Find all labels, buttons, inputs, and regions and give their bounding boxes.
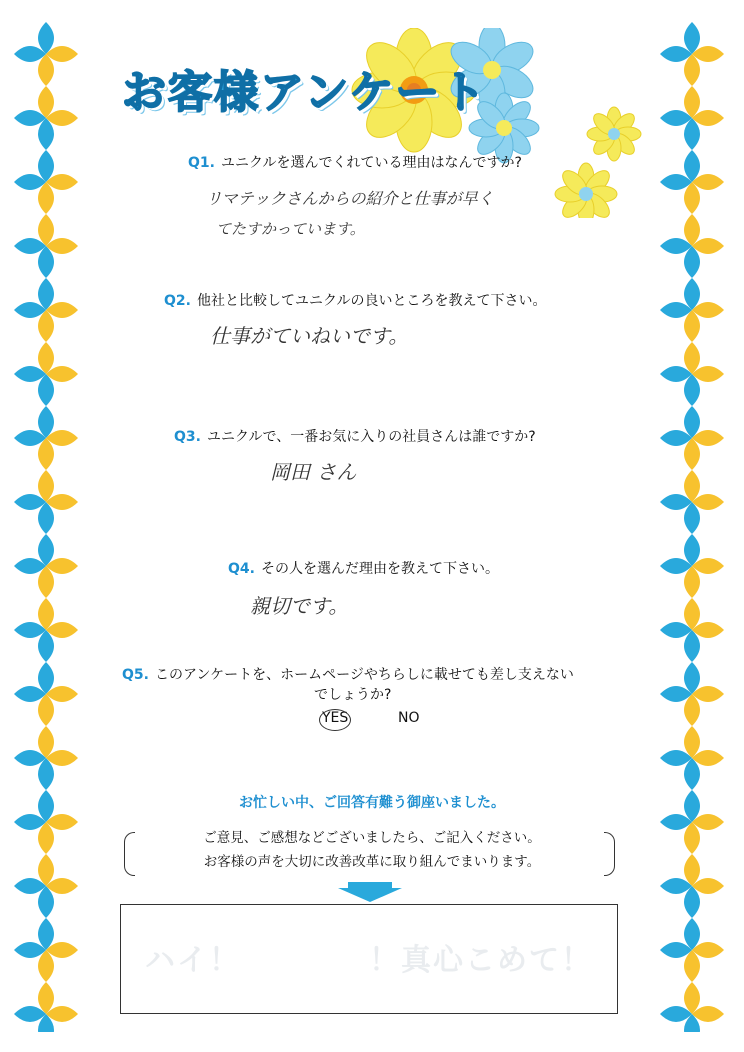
border-petal [692,1006,724,1022]
border-petal [14,1006,46,1022]
border-petal [38,22,54,54]
border-petal [14,622,46,638]
border-petal [660,174,692,190]
border-petal [38,86,54,118]
border-petal [38,342,54,374]
comment-faint-text: ハイ！ ！真心こめて！ [145,943,593,978]
yes-option[interactable]: YES [322,710,349,726]
border-petal [660,558,692,574]
border-petal [684,886,700,918]
border-petal [684,534,700,566]
border-petal [692,238,724,254]
border-petal [684,502,700,534]
border-petal [38,54,54,86]
border-petal [684,726,700,758]
question-number: Q3. [174,429,201,445]
border-petal [14,302,46,318]
border-petal [38,694,54,726]
border-petal [660,430,692,446]
border-petal [38,662,54,694]
comment-box[interactable] [120,904,618,1014]
thanks-message: お忙しい中、ご回答有難う御座いました。 [239,795,505,811]
border-petal [684,118,700,150]
border-petal [660,686,692,702]
border-petal [46,558,78,574]
border-petal [684,566,700,598]
border-petal [38,630,54,662]
border-petal [38,982,54,1014]
answer-4-line-1: 親切です。 [250,594,349,618]
border-petal [692,366,724,382]
border-petal [660,302,692,318]
flower-small-icon [587,107,641,161]
border-petal [684,22,700,54]
question-3 [174,426,536,446]
border-petal [38,534,54,566]
question-text-line-1: このアンケートを、ホームページやちらしに載せても差し支えない [154,667,574,683]
border-petal [38,246,54,278]
border-petal [684,374,700,406]
question-5 [122,664,574,684]
right-decorative-border [660,22,724,1032]
question-4 [228,558,499,578]
border-petal [38,758,54,790]
border-petal [692,942,724,958]
border-petal [692,494,724,510]
border-petal [684,54,700,86]
question-5-line-2: でしょうか? [314,687,392,703]
border-petal [692,430,724,446]
question-text: ユニクルで、一番お気に入りの社員さんは誰ですか? [206,429,536,445]
border-petal [46,686,78,702]
border-petal [684,438,700,470]
border-petal [660,238,692,254]
border-petal [38,918,54,950]
border-petal [14,494,46,510]
border-petal [660,366,692,382]
border-petal [14,110,46,126]
border-petal [46,942,78,958]
border-petal [14,46,46,62]
border-petal [684,918,700,950]
question-number: Q2. [164,293,191,309]
border-petal [38,950,54,982]
border-petal [38,374,54,406]
border-petal [14,558,46,574]
note-line-1: ご意見、ご感想などございましたら、ご記入ください。 [203,830,541,846]
border-petal [684,694,700,726]
border-petal [38,502,54,534]
border-petal [14,750,46,766]
border-petal [684,406,700,438]
question-2 [164,290,547,310]
border-petal [38,886,54,918]
border-petal [684,982,700,1014]
border-petal [46,750,78,766]
answer-3-line-1: 岡田 さん [270,460,357,484]
border-petal [692,558,724,574]
question-text: ユニクルを選んでくれている理由はなんですか? [220,155,522,171]
border-petal [38,438,54,470]
border-petal [692,750,724,766]
left-decorative-border [14,22,78,1032]
no-option[interactable]: NO [398,710,420,726]
border-petal [46,878,78,894]
border-petal [14,238,46,254]
arrow-down-icon [338,882,402,902]
border-petal [38,278,54,310]
border-petal [46,622,78,638]
border-petal [684,598,700,630]
border-petal [38,118,54,150]
border-petal [684,214,700,246]
border-petal [660,1006,692,1022]
border-petal [684,182,700,214]
border-petal [692,110,724,126]
border-petal [14,430,46,446]
border-petal [14,942,46,958]
border-petal [14,174,46,190]
border-petal [660,750,692,766]
question-text: その人を選んだ理由を教えて下さい。 [260,561,499,577]
border-petal [660,494,692,510]
border-petal [38,214,54,246]
border-petal [46,110,78,126]
border-petal [684,278,700,310]
border-petal [660,942,692,958]
border-petal [46,430,78,446]
question-number: Q4. [228,561,255,577]
border-petal [692,302,724,318]
border-petal [684,630,700,662]
border-petal [38,310,54,342]
border-petal [14,878,46,894]
border-petal [684,758,700,790]
border-petal [38,406,54,438]
border-petal [46,366,78,382]
border-petal [46,46,78,62]
border-petal [684,86,700,118]
border-petal [46,174,78,190]
question-text: 他社と比較してユニクルの良いところを教えて下さい。 [196,293,547,309]
border-petal [38,470,54,502]
border-petal [38,726,54,758]
border-petal [38,182,54,214]
border-petal [660,878,692,894]
question-number: Q5. [122,667,149,683]
flower-right-icon [555,163,617,218]
question-number: Q1. [188,155,215,171]
border-petal [38,598,54,630]
border-petal [38,566,54,598]
border-petal [660,46,692,62]
border-petal [692,622,724,638]
border-petal [684,150,700,182]
answer-1-line-1: リマテックさんからの紹介と仕事が早く [206,189,494,208]
border-petal [684,950,700,982]
border-petal [46,238,78,254]
border-petal [14,686,46,702]
question-1 [188,152,522,172]
page-title: お客様アンケート [122,67,488,118]
note-line-2: お客様の声を大切に改善改革に取り組んでまいります。 [203,854,541,870]
answer-2-line-1: 仕事がていねいです。 [210,324,409,348]
border-petal [684,470,700,502]
border-petal [684,310,700,342]
border-petal [38,150,54,182]
border-petal [660,110,692,126]
border-petal [684,342,700,374]
yes-circled-mark [319,709,351,731]
border-petal [46,302,78,318]
border-petal [660,622,692,638]
border-petal [692,878,724,894]
border-petal [14,366,46,382]
border-petal [46,494,78,510]
border-petal [684,246,700,278]
answer-1-line-2: てたすかっています。 [216,220,365,238]
border-petal [46,1006,78,1022]
border-petal [692,686,724,702]
border-petal [684,662,700,694]
border-petal [692,174,724,190]
border-petal [692,46,724,62]
